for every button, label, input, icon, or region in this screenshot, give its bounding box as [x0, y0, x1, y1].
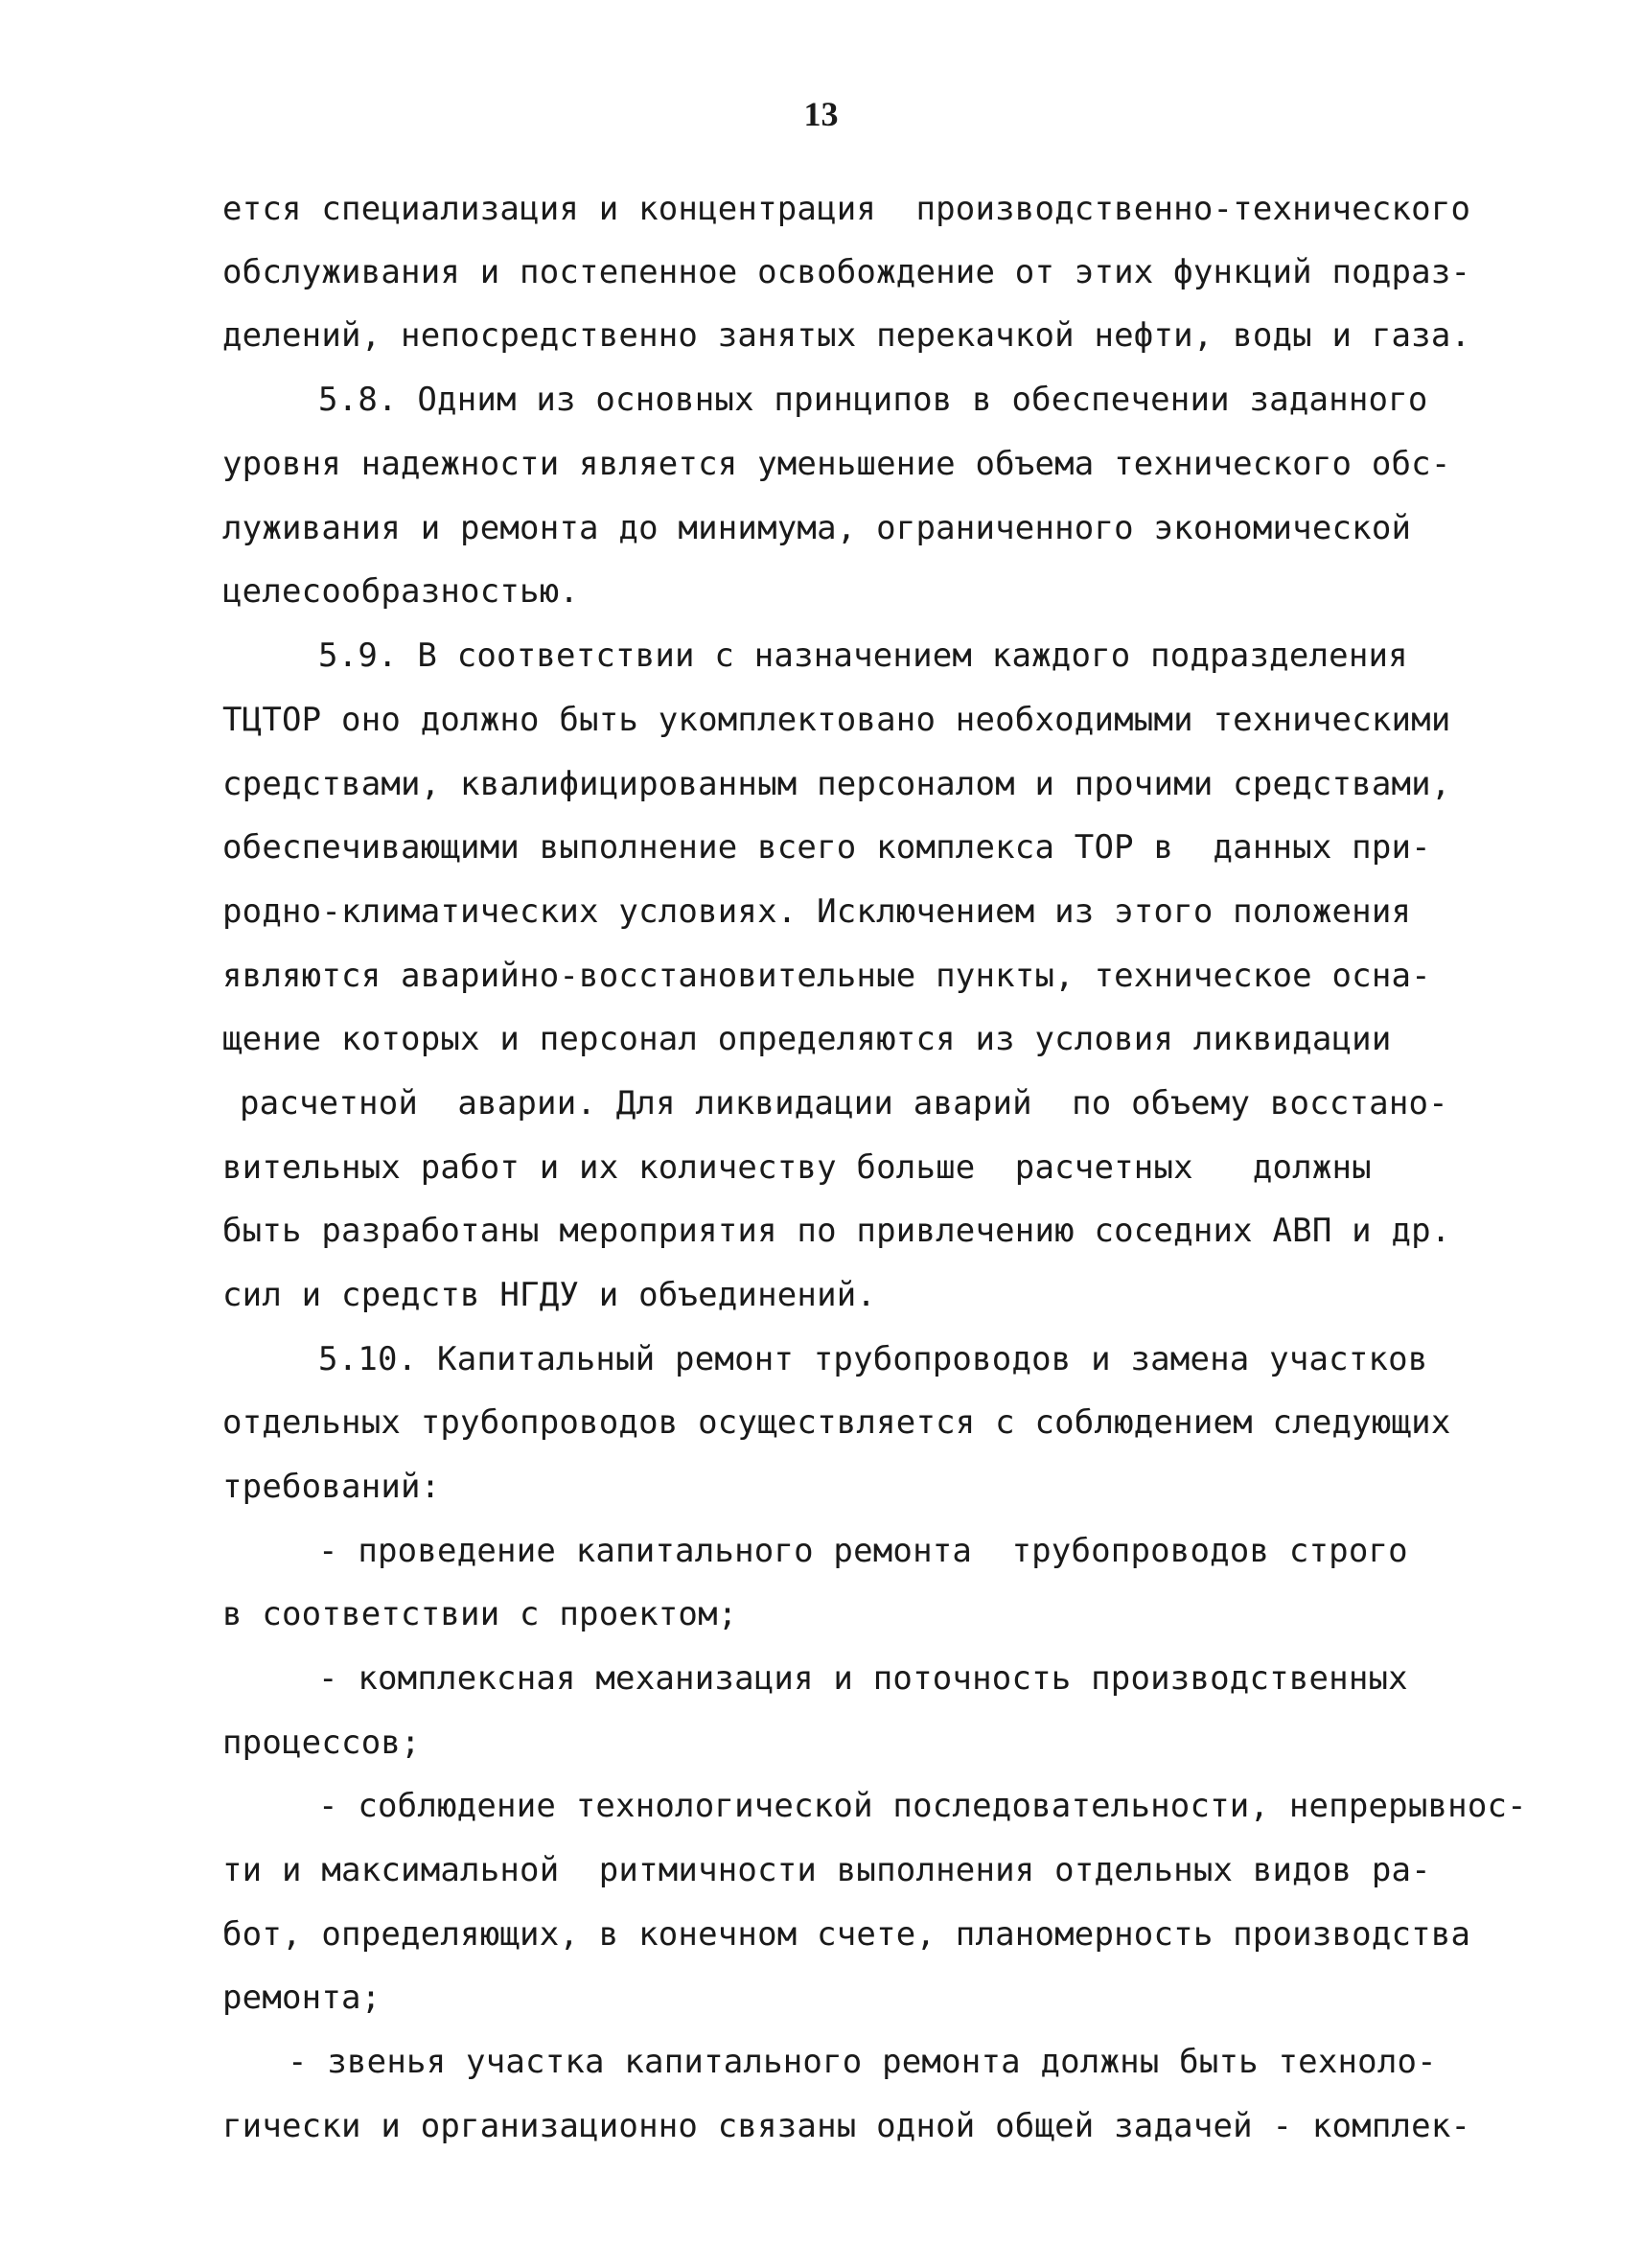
text-line: гически и организационно связаны одной общей задачей - комплек-	[222, 2107, 1471, 2145]
text-line: 5.9. В соответствии с назначением каждого подразделения	[318, 636, 1408, 675]
page-number: 13	[803, 95, 839, 133]
text-line: быть разработаны мероприятия по привлечению соседних АВП и др.	[222, 1212, 1451, 1250]
text-line: - соблюдение технологической последовательности, непрерывнос-	[318, 1787, 1527, 1825]
text-line: луживания и ремонта до минимума, ограниченного экономической	[222, 509, 1412, 547]
text-line: являются аварийно-восстановительные пункты, техническое осна-	[222, 957, 1431, 995]
text-line: щение которых и персонал определяются из условия ликвидации	[222, 1020, 1392, 1058]
text-line: ремонта;	[222, 1979, 382, 2017]
text-line: - звенья участка капитального ремонта должны быть техноло-	[288, 2043, 1437, 2081]
text-line: требований:	[222, 1468, 441, 1506]
text-line: 5.10. Капитальный ремонт трубопроводов и замена участков	[318, 1340, 1428, 1378]
text-line: процессов;	[222, 1724, 421, 1762]
text-line: обеспечивающими выполнение всего комплекса ТОР в данных при-	[222, 828, 1431, 867]
text-line: отдельных трубопроводов осуществляется с соблюдением следующих	[222, 1403, 1451, 1442]
text-line: уровня надежности является уменьшение объема технического обс-	[222, 445, 1451, 483]
text-line: - комплексная механизация и поточность производственных	[318, 1659, 1408, 1698]
text-line: родно-климатических условиях. Исключением из этого положения	[222, 892, 1412, 931]
text-line: вительных работ и их количеству больше расчетных должны	[222, 1148, 1372, 1187]
text-line: в соответствии с проектом;	[222, 1595, 738, 1633]
text-line: делений, непосредственно занятых перекачкой нефти, воды и газа.	[222, 316, 1471, 355]
text-line: расчетной аварии. Для ликвидации аварий по объему восстано-	[240, 1084, 1448, 1122]
text-line: - проведение капитального ремонта трубопроводов строго	[318, 1532, 1408, 1570]
text-line: обслуживания и постепенное освобождение от этих функций подраз-	[222, 253, 1471, 291]
text-line: бот, определяющих, в конечном счете, планомерность производства	[222, 1915, 1471, 1954]
text-line: ти и максимальной ритмичности выполнения отдельных видов ра-	[222, 1851, 1431, 1889]
text-line: ется специализация и концентрация производственно-технического	[222, 190, 1471, 228]
text-line: целесообразностью.	[222, 572, 580, 611]
text-line: сил и средств НГДУ и объединений.	[222, 1276, 877, 1314]
text-line: средствами, квалифицированным персоналом и прочими средствами,	[222, 765, 1451, 803]
text-line: 5.8. Одним из основных принципов в обеспечении заданного	[318, 381, 1428, 419]
text-line: ТЦТОР оно должно быть укомплектовано необходимыми техническими	[222, 701, 1451, 739]
